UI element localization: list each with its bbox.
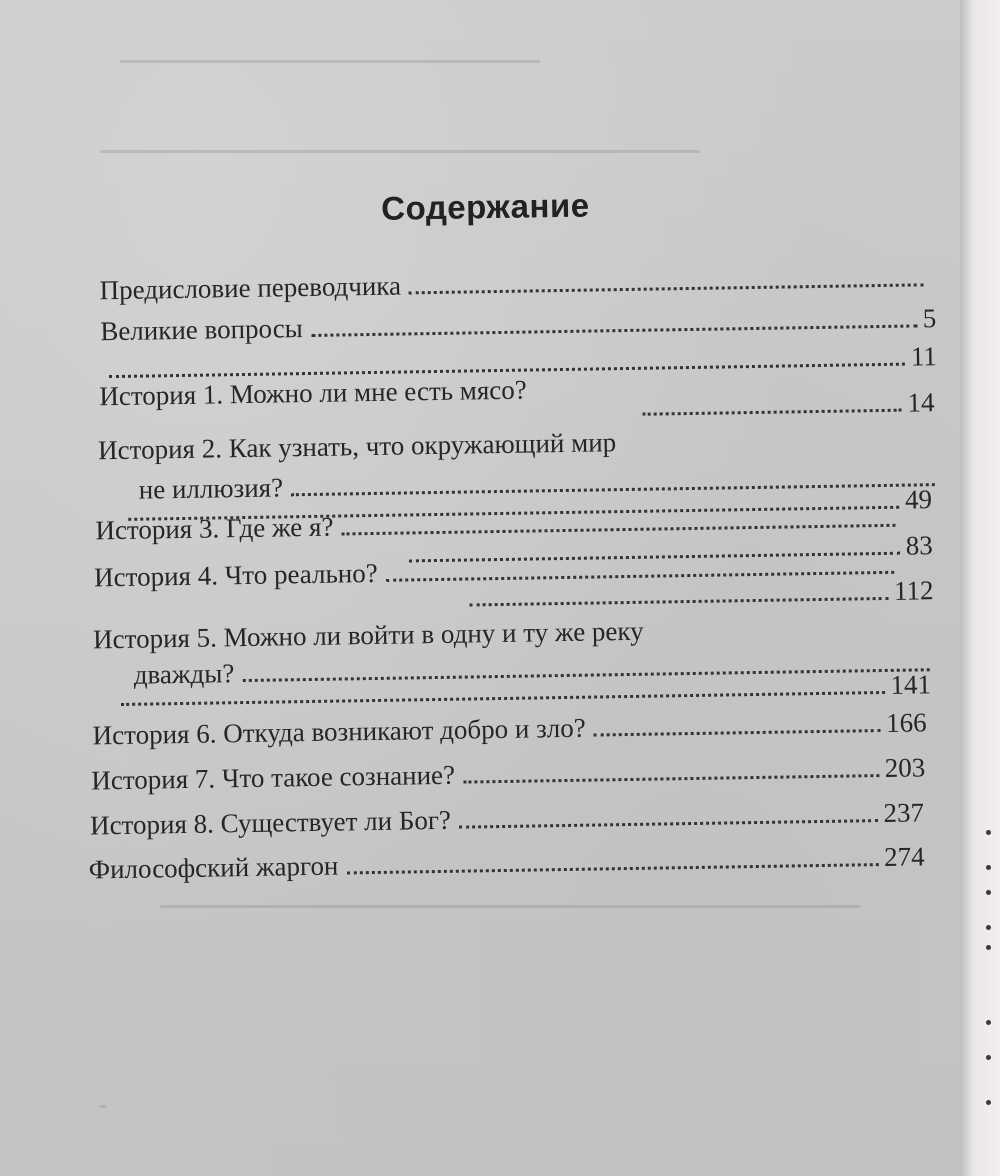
toc-entry-page: 203 (884, 752, 926, 783)
show-through-mark (120, 60, 540, 63)
toc-entry-page: 5 (922, 303, 937, 334)
dot-leader (470, 597, 888, 607)
toc-entry (92, 706, 926, 751)
toc-entry (91, 751, 925, 796)
show-through-mark (160, 905, 860, 908)
toc-entry (99, 261, 929, 306)
binding-dot (986, 1020, 991, 1025)
dot-leader (643, 409, 902, 416)
toc-entry-page: 141 (890, 669, 932, 700)
toc-entry-title: История 7. Что такое сознание? (91, 759, 456, 796)
toc-entry (98, 421, 934, 466)
toc-entry-page: 11 (910, 341, 938, 372)
toc-entry-title: История 2. Как узнать, что окружающий мир (97, 427, 617, 466)
toc-entry (100, 302, 936, 347)
toc-entry-title: Философский жаргон (88, 850, 339, 885)
toc-entry-title: Великие вопросы (100, 313, 304, 347)
binding-dot (986, 890, 991, 895)
toc-entry-page: 274 (883, 841, 925, 873)
toc-entry-page: 83 (905, 530, 933, 561)
toc-entry-title: не иллюзия? (138, 472, 284, 505)
show-through-mark (100, 1105, 106, 1108)
toc-entry-title: История 8. Существует ли Бог? (89, 804, 452, 841)
toc-entry (634, 386, 934, 423)
toc-entry-title: дважды? (133, 658, 235, 690)
dot-leader (121, 691, 884, 706)
dot-leader (311, 324, 917, 337)
dot-leader (459, 819, 878, 829)
dot-leader (463, 774, 879, 784)
dot-leader (409, 283, 924, 294)
page-edge (960, 0, 1000, 1176)
dot-leader (594, 729, 880, 736)
binding-dot (986, 925, 991, 930)
toc-entry (90, 796, 924, 841)
binding-dot (986, 1055, 991, 1060)
binding-dot (986, 945, 991, 950)
toc-entry (461, 574, 933, 613)
binding-dot (986, 1100, 991, 1105)
toc-entry-title: История 4. Что реально? (93, 557, 378, 593)
toc-entry-title: История 1. Можно ли мне есть мясо? (99, 374, 527, 412)
show-through-mark (100, 150, 700, 153)
toc-entry-title: История 5. Можно ли войти в одну и ту же реку (92, 615, 644, 655)
page-title: Содержание (380, 186, 590, 227)
toc-entry-page: 166 (885, 707, 927, 738)
toc-entry-page: 49 (904, 484, 933, 515)
toc-entry-page: 14 (907, 387, 935, 418)
toc-entry (89, 840, 925, 885)
toc-entry-title: Предисловие переводчика (99, 270, 402, 306)
toc-entry-page: 112 (893, 575, 934, 606)
binding-dot (986, 865, 991, 870)
toc-entry-page: 237 (883, 797, 925, 829)
toc-entry-title: История 6. Откуда возникают добро и зло? (92, 712, 586, 751)
toc-entry-title: История 3. Где же я? (95, 511, 334, 546)
dot-leader (346, 863, 878, 874)
binding-dot (986, 830, 991, 835)
